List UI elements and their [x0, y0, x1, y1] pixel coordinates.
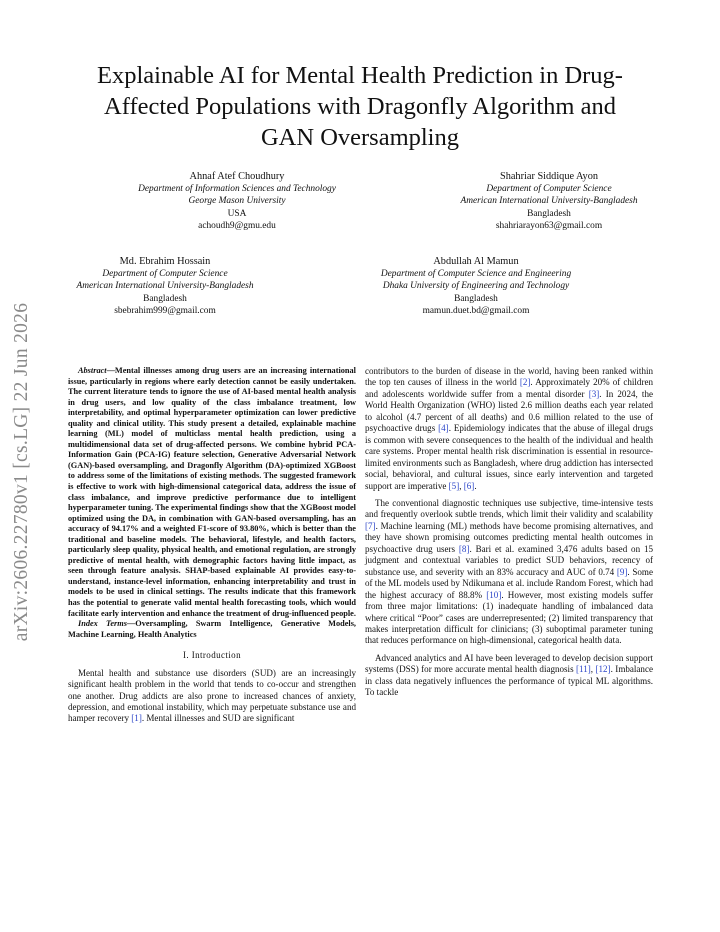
author-block-4 [326, 256, 626, 317]
citation-link[interactable]: [7] [365, 520, 376, 531]
author-organization: American International University-Bangladesh [76, 281, 254, 292]
citation-link[interactable]: [4] [438, 423, 449, 434]
author-name: Ahnaf Atef Choudhury [189, 171, 285, 182]
paragraph-text: . Some of the ML models used by Ndikumana et al. include Random Forest, which had the highest accuracy of 88.8% [365, 566, 653, 600]
intro-paragraph-1 [68, 668, 356, 725]
arxiv-identifier: arXiv:2606.22780v1 [cs.LG] 22 Jun 2026 [11, 302, 32, 642]
paragraph-text: . [474, 480, 477, 491]
paragraph-text: . Bari et al. examined 3,476 adults based on 15 judgment and contextual variables to predict SUD behaviors, recency of substance use, and severity with an 83% accuracy and AUC of 0.74 [365, 543, 653, 577]
author-department: Department of Information Sciences and Technology [138, 184, 336, 195]
author-country: Bangladesh [527, 208, 571, 219]
paragraph-text: The conventional diagnostic techniques use subjective, time-intensive tests and frequently overlook subtle trends, which limit their validity and scalability [365, 497, 653, 520]
abstract-text: Mental illnesses among drug users are an increasing international issue, particularly in regions where early detection cannot be easily undertaken. The current literature tends to ignore the use of AI-based mental health analysis in drug users, and low quality of the class imbalance treatment, low interpretability, and optimal hyperparameter optimization can lower predictive quality and clinical utility. This study present a detailed, explainable machine learning (ML) model of multiclass mental health prediction, using a multidimensional data set of drug-affected persons. We combine hybrid PCA-Information Gain (PCA-IG) feature selection, Generative Adversarial Network (GAN)-based oversampling, and Dragonfly Algorithm (DA)-optimized XGBoost to address some of the limitations of existing methods. The suggested framework is effective to work with high-dimensional categorical data, address the issue of class imbalance, and improve predictive performance due to intelligent hyperparameter tuning. The experimental findings show that the XGBoost model optimized using the DA, in combination with GAN-based oversampling, has an accuracy of 94.17% and a weighted F1-score of 93.80%, which is better than the traditional and baseline models. The behavioral, lifestyle, and health factors, particularly sleep quality, physical health, and emotional regulation, are strongly predictive of mental health, with demographic factors having little impact, as seen through feature analysis. SHAP-based explainable AI provides easy-to-understand, instance-level information, enhancing interpretability and trust in models to be used in clinical settings. The results indicate that this framework has the potential to generate valid mental health forecasting tools, which would facilitate early intervention and enhance the treatment of drug-influenced people. [68, 366, 356, 618]
author-organization: Dhaka University of Engineering and Technology [382, 281, 570, 292]
intro-paragraph-3 [365, 653, 653, 699]
index-terms [68, 619, 356, 640]
paragraph-text: . Approximately 20% of children and adolescents worldwide suffer from a mental disorder [365, 377, 653, 399]
author-country: Bangladesh [454, 293, 498, 304]
citation-link[interactable]: [8] [458, 543, 470, 554]
index-terms-text: Oversampling, Swarm Intelligence, Generative Models, Machine Learning, Health Analytics [68, 619, 357, 639]
author-name: Md. Ebrahim Hossain [119, 256, 211, 267]
intro-paragraph-2 [365, 498, 653, 647]
author-department: Department of Computer Science [102, 269, 228, 280]
paragraph-text: , [590, 664, 596, 675]
section-heading-introduction: I. Introduction [183, 650, 241, 661]
paragraph-text: . Machine learning (ML) methods have become promising alternatives, and they have shown promising outcomes predicting mental health outcomes in psychoactive drug users [365, 520, 653, 554]
paragraph-text: , [459, 480, 464, 491]
right-column [365, 366, 653, 699]
citation-link[interactable]: [5] [448, 480, 460, 491]
abstract-label: Abstract— [78, 366, 115, 375]
paragraph-text: contributors to the burden of disease in the world, having been ranked within the top ten causes of illness in the world [365, 366, 653, 388]
author-department: Department of Computer Science [486, 184, 612, 195]
citation-link[interactable]: [3] [588, 388, 600, 399]
index-terms-label: Index Terms— [78, 619, 136, 629]
author-block-2 [410, 171, 688, 232]
citation-link[interactable]: [11] [576, 664, 591, 675]
author-email: mamun.duet.bd@gmail.com [422, 305, 530, 316]
citation-link[interactable]: [1] [131, 713, 142, 724]
paragraph-text: Mental health and substance use disorders (SUD) are an increasingly significant health problem in the world that tends to co-occur and strengthen one another. Drug addicts are also prone to increased chances of anxiety, depression, and emotional instability, which may perpetuate substance use and hamper recovery [68, 667, 356, 724]
paragraph-text: . Epidemiology indicates that the abuse of illegal drugs is common with severe consequences to the health of the individual and health care systems. Proper mental health risk discrimination is essential in resource-limited environments such as Bangladesh, where drug addiction has intersected social, behavioral, and cultural issues, since early intervention and targeted support are imperative [365, 423, 653, 491]
citation-link[interactable]: [9] [616, 566, 628, 577]
citation-link[interactable]: [6] [463, 480, 475, 491]
author-name: Shahriar Siddique Ayon [499, 171, 598, 182]
abstract [68, 366, 356, 619]
author-organization: George Mason University [188, 196, 286, 207]
paragraph-text: . Imbalance in class data negatively influences the performance of typical ML algorithms. To tackle [365, 664, 653, 698]
left-column [68, 366, 356, 725]
paragraph-text: . Mental illnesses and SUD are significant [141, 713, 295, 724]
author-email: shahriarayon63@gmail.com [495, 220, 603, 231]
author-country: USA [227, 208, 247, 219]
author-name: Abdullah Al Mamun [433, 256, 519, 267]
author-organization: American International University-Bangladesh [460, 196, 638, 207]
author-department: Department of Computer Science and Engineering [380, 269, 572, 280]
paragraph-text: Advanced analytics and AI have been leveraged to develop decision support systems (DSS) for more accurate mental health diagnosis [365, 652, 653, 675]
author-block-1 [98, 171, 376, 232]
citation-link[interactable]: [2] [519, 377, 531, 388]
intro-paragraph-1-continued [365, 366, 653, 492]
paragraph-text: . However, most existing models suffer from three major limitations: (1) inadequate handling of imbalanced data where critical “Poor” cases are underrepresented; (2) limited transparency that makes interpretation difficult for clinicians; (3) suboptimal parameter tuning that reduces performance on high-dimensional, categorical health data. [365, 589, 653, 646]
citation-link[interactable]: [10] [486, 589, 502, 600]
author-country: Bangladesh [143, 293, 187, 304]
paper-title: Explainable AI for Mental Health Prediction in Drug-Affected Populations with Dragonfly Algorithm and GAN Oversampling [97, 62, 623, 151]
paragraph-text: . In 2024, the World Health Organization (WHO) listed 2.6 million deaths each year related to alcohol (4.7 percent of all deaths) and 0.6 million related to the use of psychoactive drugs [365, 388, 653, 434]
author-block-3 [40, 256, 290, 317]
citation-link[interactable]: [12] [595, 664, 611, 675]
author-email: achoudh9@gmu.edu [198, 220, 276, 231]
author-email: sbebrahim999@gmail.com [114, 305, 216, 316]
